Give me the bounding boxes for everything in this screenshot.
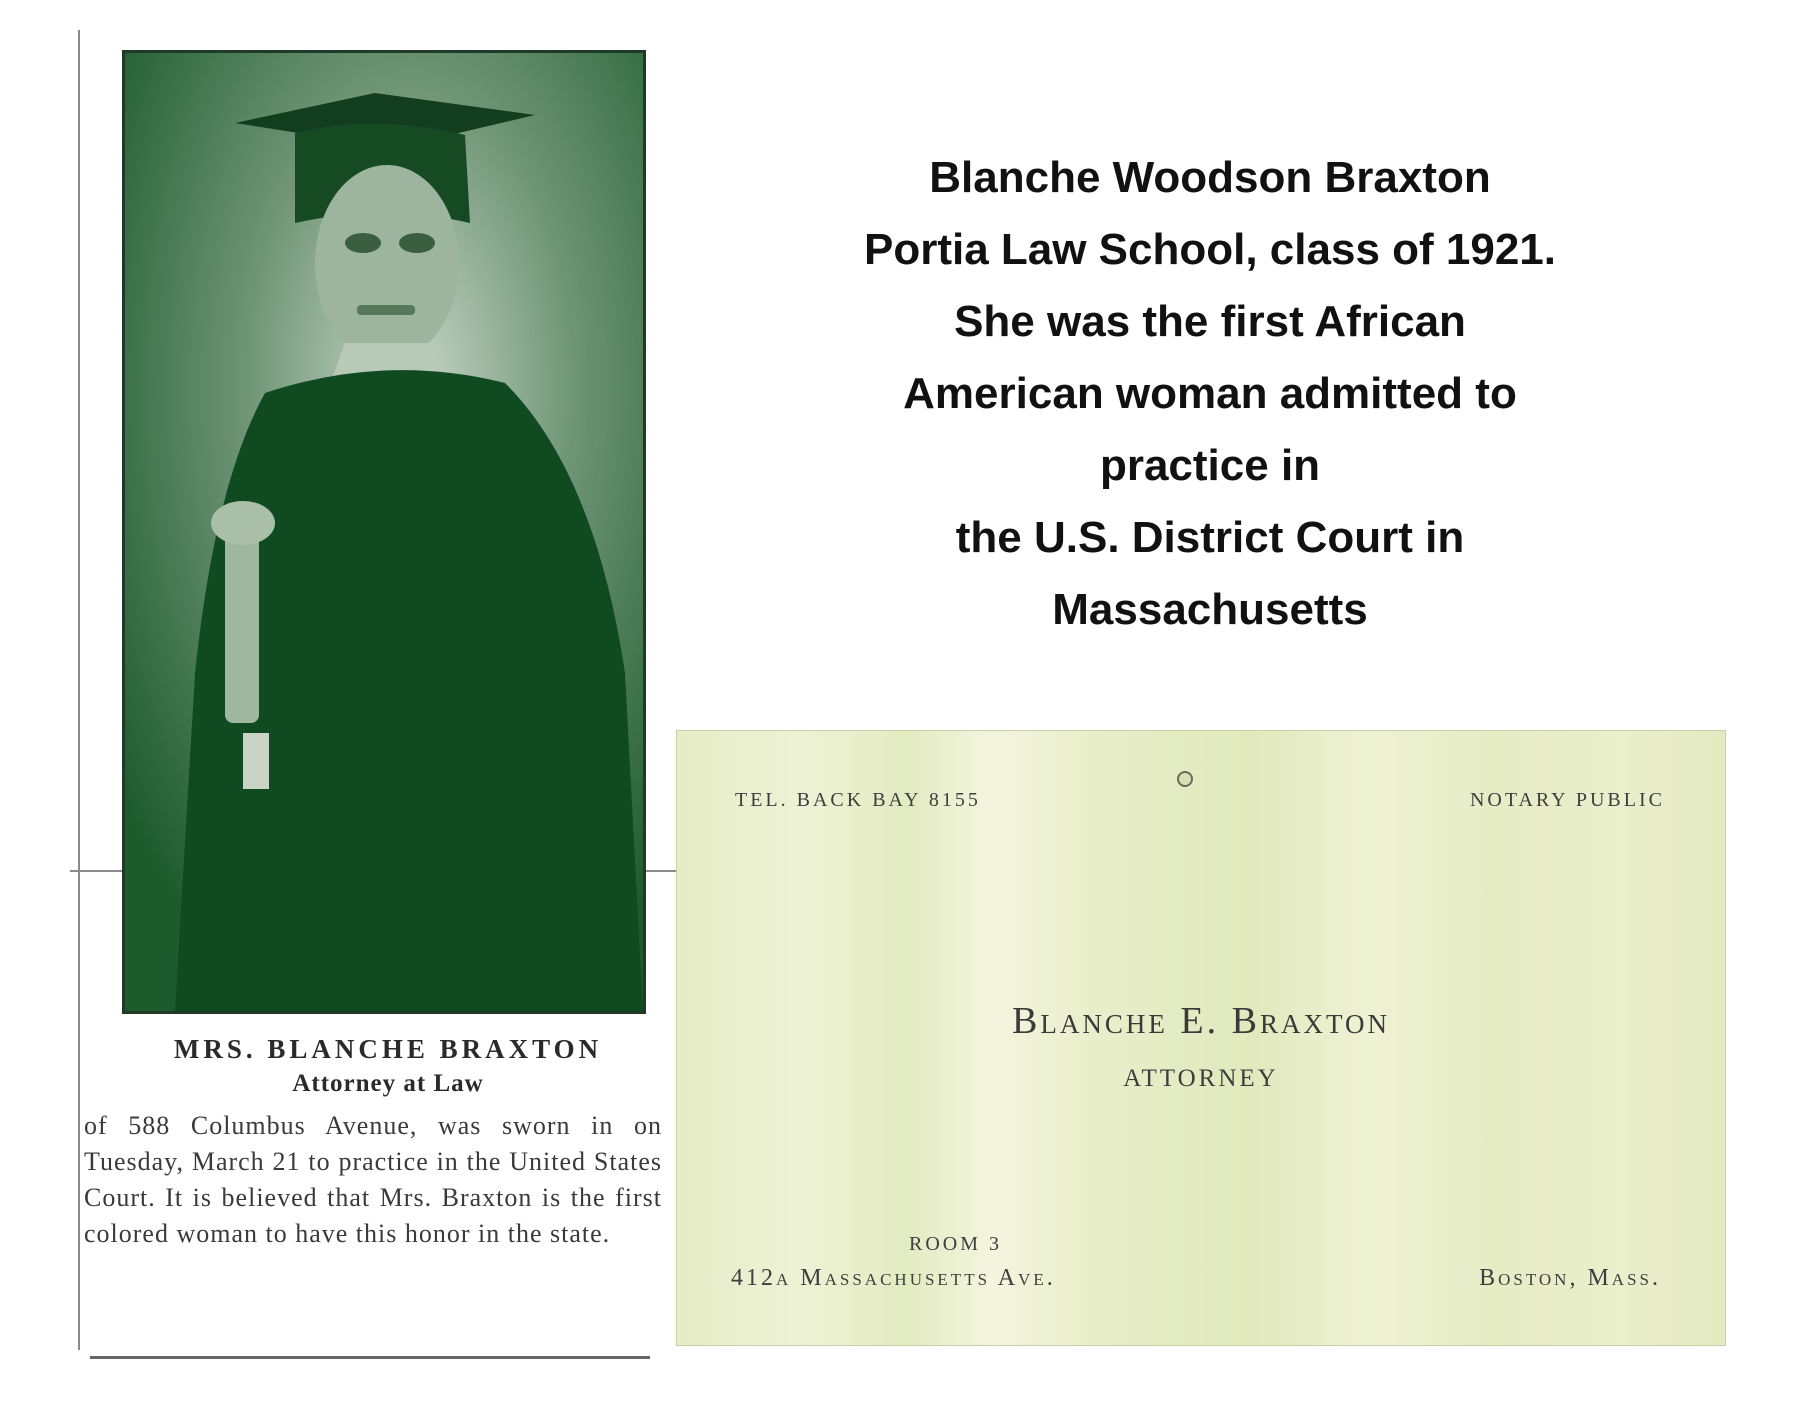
card-city: Boston, Mass.: [1479, 1265, 1661, 1291]
heading-line: Massachusetts: [1052, 585, 1368, 634]
card-name: Blanche E. Braxton: [1012, 1000, 1390, 1042]
clipping-name: MRS. BLANCHE BRAXTON: [173, 1034, 603, 1064]
card-notary: NOTARY PUBLIC: [1469, 789, 1665, 811]
heading-line: She was the first African: [954, 297, 1466, 346]
card-address: 412a Massachusetts Ave.: [731, 1265, 1056, 1291]
newspaper-clipping: [78, 40, 678, 1360]
clipping-title: Attorney at Law: [292, 1070, 484, 1097]
card-room: ROOM 3: [909, 1233, 1003, 1255]
pin-hole-icon: [1177, 771, 1193, 787]
portrait-photo: [122, 50, 646, 1014]
business-card: [676, 730, 1726, 1346]
heading-line: American woman admitted to: [903, 369, 1517, 418]
heading-line: Blanche Woodson Braxton: [929, 153, 1491, 202]
heading-line: the U.S. District Court in: [955, 513, 1465, 562]
heading-text: [770, 142, 1650, 646]
clipping-body: of 588 Columbus Avenue, was sworn in on Tuesday, March 21 to practice in the United States Court. It is believed that Mrs. Braxton is the first colored woman to have this honor in the state.: [84, 1111, 662, 1248]
heading-line: Portia Law School, class of 1921.: [863, 225, 1557, 274]
card-telephone: TEL. BACK BAY 8155: [735, 789, 981, 811]
heading-line: practice in: [1099, 441, 1321, 490]
portrait-photo-icon: [125, 53, 643, 1011]
card-role: ATTORNEY: [1123, 1065, 1279, 1092]
